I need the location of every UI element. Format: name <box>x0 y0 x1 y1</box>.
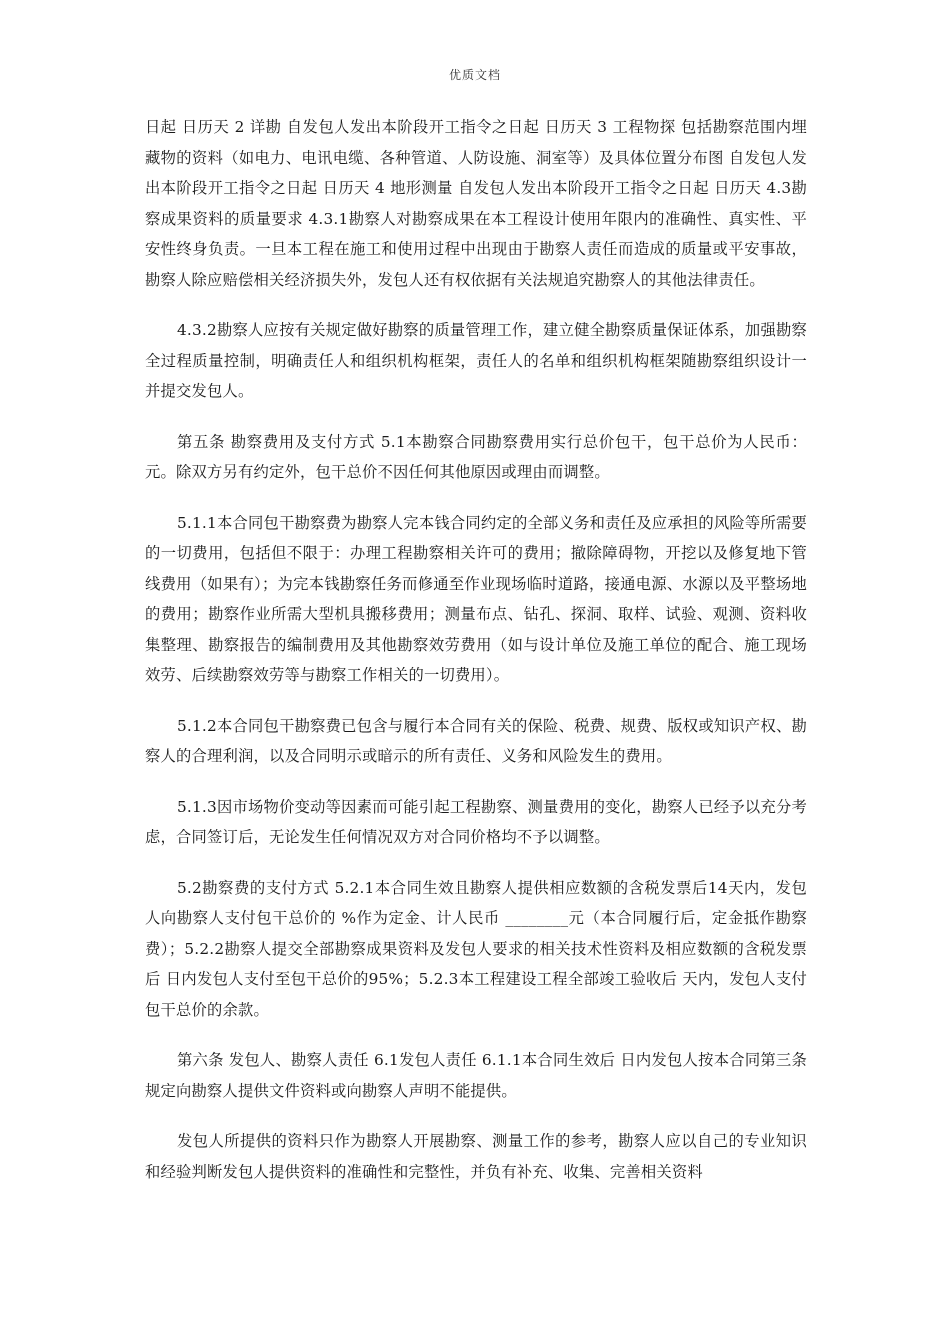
paragraph-8: 第六条 发包人、勘察人责任 6.1发包人责任 6.1.1本合同生效后 日内发包人按本合同第三条规定向勘察人提供文件资料或向勘察人声明不能提供。 <box>145 1051 807 1100</box>
paragraph-2: 4.3.2勘察人应按有关规定做好勘察的质量管理工作，建立健全勘察质量保证体系，加强勘察全过程质量控制，明确责任人和组织机构框架，责任人的名单和组织机构框架随勘察组织设计一并提交发包人。 <box>145 321 807 400</box>
paragraph-9: 发包人所提供的资料只作为勘察人开展勘察、测量工作的参考，勘察人应以自己的专业知识和经验判断发包人提供资料的准确性和完整性，并负有补充、收集、完善相关资料 <box>145 1132 807 1181</box>
document-body <box>145 112 807 1207</box>
page-header <box>0 66 950 83</box>
paragraph-1: 日起 日历天 2 详勘 自发包人发出本阶段开工指令之日起 日历天 3 工程物探 包括勘察范围内埋藏物的资料（如电力、电讯电缆、各种管道、人防设施、洞室等）及具体位置分布图 自发包人发出本阶段开工指令之日起 日历天 4 地形测量 自发包人发出本阶段开工指令之日起 日历天 4.3勘察成果资料的质量要求 4.3.1勘察人对勘察成果在本工程设计使用年限内的准确性、真实性、平安性终身负责。一旦本工程在施工和使用过程中出现由于勘察人责任而造成的质量或平安事故，勘察人除应赔偿相关经济损失外，发包人还有权依据有关法规追究勘察人的其他法律责任。 <box>145 118 807 289</box>
paragraph-6: 5.1.3因市场物价变动等因素而可能引起工程勘察、测量费用的变化，勘察人已经予以充分考虑，合同签订后，无论发生任何情况双方对合同价格均不予以调整。 <box>145 797 807 846</box>
paragraph-4: 5.1.1本合同包干勘察费为勘察人完本钱合同约定的全部义务和责任及应承担的风险等所需要的一切费用，包括但不限于：办理工程勘察相关许可的费用；撤除障碍物，开挖以及修复地下管线费用（如果有）；为完本钱勘察任务而修通至作业现场临时道路，接通电源、水源以及平整场地的费用；勘察作业所需大型机具搬移费用；测量布点、钻孔、探洞、取样、试验、观测、资料收集整理、勘察报告的编制费用及其他勘察效劳费用（如与设计单位及施工单位的配合、施工现场效劳、后续勘察效劳等与勘察工作相关的一切费用）。 <box>145 513 807 684</box>
paragraph-5: 5.1.2本合同包干勘察费已包含与履行本合同有关的保险、税费、规费、版权或知识产权、勘察人的合理利润，以及合同明示或暗示的所有责任、义务和风险发生的费用。 <box>145 716 807 765</box>
paragraph-3: 第五条 勘察费用及支付方式 5.1本勘察合同勘察费用实行总价包干，包干总价为人民币：元。除双方另有约定外，包干总价不因任何其他原因或理由而调整。 <box>145 432 807 481</box>
paragraph-7: 5.2勘察费的支付方式 5.2.1本合同生效且勘察人提供相应数额的含税发票后14天内，发包人向勘察人支付包干总价的 %作为定金、计人民币 ________元（本合同履行后，定金抵作勘察费）；5.2.2勘察人提交全部勘察成果资料及发包人要求的相关技术性资料及相应数额的含税发票后 日内发包人支付至包干总价的95%；5.2.3本工程建设工程全部竣工验收后 天内，发包人支付包干总价的余款。 <box>145 878 807 1019</box>
header-title: 优质文档 <box>448 68 501 82</box>
